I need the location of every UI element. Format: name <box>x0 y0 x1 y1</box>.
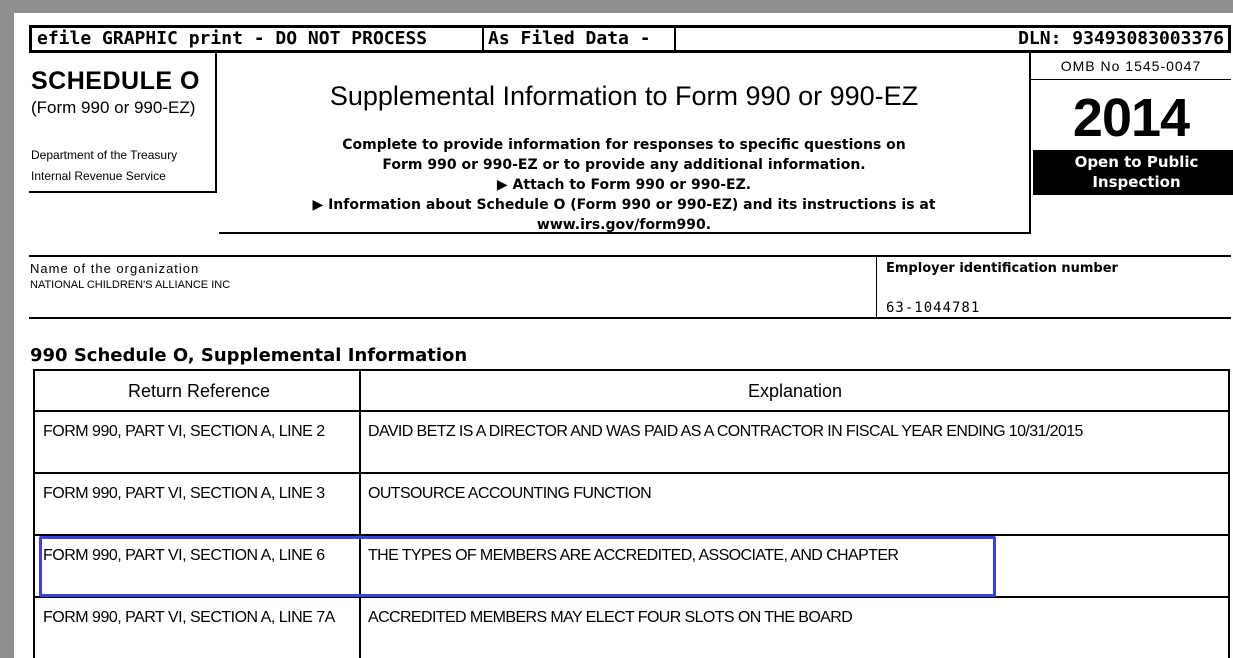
table-row <box>35 598 1228 658</box>
org-name-value: NATIONAL CHILDREN'S ALLIANCE INC <box>30 279 231 291</box>
supplemental-table <box>33 369 1230 658</box>
ein-value: 63-1044781 <box>886 300 981 316</box>
form-header <box>219 53 1031 234</box>
schedule-id-box <box>29 53 217 193</box>
table-row <box>35 536 1228 598</box>
section-title: 990 Schedule O, Supplemental Information <box>30 345 468 366</box>
open-line: Open to Public <box>1074 153 1199 171</box>
efile-banner <box>29 25 1231 53</box>
dln-number: DLN: 93493083003376 <box>1018 28 1224 49</box>
table-header-row <box>35 371 1228 412</box>
return-reference-cell: FORM 990, PART VI, SECTION A, LINE 7A <box>35 598 361 658</box>
column-header-explanation: Explanation <box>747 381 843 401</box>
document-page <box>14 13 1233 658</box>
as-filed-label: As Filed Data - <box>484 28 676 50</box>
table-row <box>35 412 1228 474</box>
explanation-cell: ACCREDITED MEMBERS MAY ELECT FOUR SLOTS ON THE BOARD <box>368 609 853 626</box>
ein-label: Employer identification number <box>886 261 1118 276</box>
instruction-line: ▶ Information about Schedule O (Form 990 or 990-EZ) and its instructions is at <box>312 197 936 213</box>
schedule-form: (Form 990 or 990-EZ) <box>31 98 196 117</box>
return-reference-cell: FORM 990, PART VI, SECTION A, LINE 6 <box>35 536 361 596</box>
divider <box>876 256 877 317</box>
efile-notice: efile GRAPHIC print - DO NOT PROCESS <box>35 28 484 50</box>
irs-url: www.irs.gov/form990. <box>536 217 712 233</box>
open-line: Inspection <box>1092 173 1181 191</box>
department-name: Department of the Treasury <box>31 148 178 162</box>
explanation-cell: DAVID BETZ IS A DIRECTOR AND WAS PAID AS A CONTRACTOR IN FISCAL YEAR ENDING 10/31/2015 <box>368 423 1083 440</box>
schedule-title: SCHEDULE O <box>31 67 200 95</box>
form-title: Supplemental Information to Form 990 or 990-EZ <box>329 81 919 111</box>
explanation-cell: THE TYPES OF MEMBERS ARE ACCREDITED, ASSOCIATE, AND CHAPTER <box>368 547 899 564</box>
table-row <box>35 474 1228 536</box>
column-header-return-reference: Return Reference <box>35 371 361 410</box>
tax-year: 2014 <box>1072 88 1190 148</box>
return-reference-cell: FORM 990, PART VI, SECTION A, LINE 3 <box>35 474 361 534</box>
open-to-public-badge <box>1033 150 1233 195</box>
form-year-box <box>1031 53 1231 199</box>
irs-name: Internal Revenue Service <box>31 169 166 183</box>
divider <box>29 317 1231 319</box>
divider <box>29 255 1231 257</box>
instruction-line: ▶ Attach to Form 990 or 990-EZ. <box>496 177 752 193</box>
instruction-line: Complete to provide information for responses to specific questions on <box>342 137 906 153</box>
explanation-cell: OUTSOURCE ACCOUNTING FUNCTION <box>368 485 652 502</box>
omb-number: OMB No 1545-0047 <box>1031 57 1231 80</box>
form-instructions <box>219 135 1029 235</box>
instruction-line: Form 990 or 990-EZ or to provide any additional information. <box>382 157 866 173</box>
org-name-label: Name of the organization <box>30 261 200 276</box>
return-reference-cell: FORM 990, PART VI, SECTION A, LINE 2 <box>35 412 361 472</box>
department-info <box>31 145 177 187</box>
